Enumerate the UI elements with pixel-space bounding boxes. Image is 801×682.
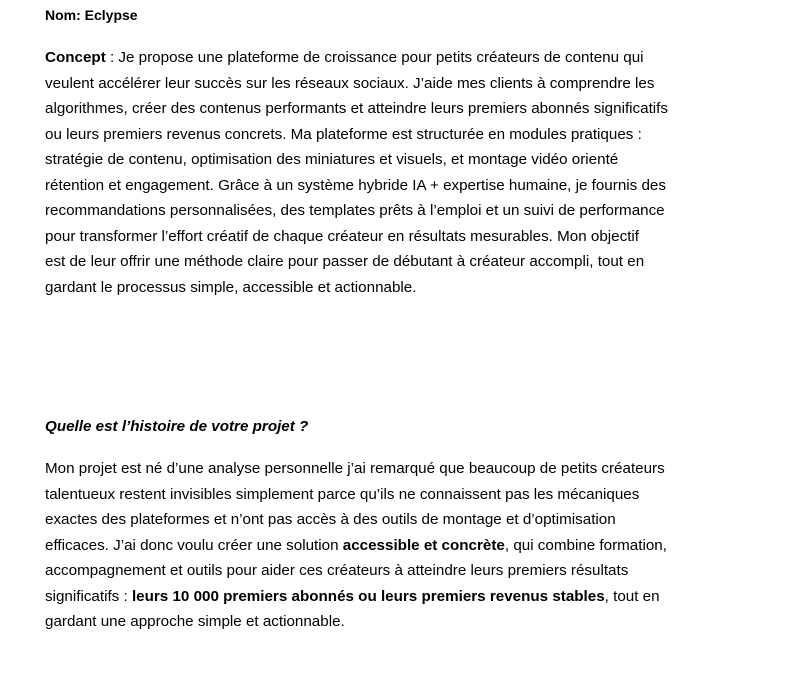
concept-line: pour transformer l’effort créatif de chaque créateur en résultats mesurables. Mon objectif [45, 227, 640, 245]
concept-text: : Je propose une plateforme de croissance pour petits créateurs de contenu qui [105, 49, 644, 66]
histoire-line: accompagnement et outils pour aider ces créateurs à atteindre leurs premiers résultats [45, 562, 629, 579]
concept-line [45, 45, 726, 71]
histoire-text: significatifs : [45, 587, 132, 605]
concept-label: Concept [45, 49, 106, 66]
concept-line: rétention et engagement. Grâce à un système hybride IA + expertise humaine, je fournis des [45, 176, 666, 194]
concept-line: ou leurs premiers revenus concrets. Ma plateforme est structurée en modules pratiques : [45, 125, 642, 143]
concept-paragraph [45, 45, 726, 300]
project-name: Nom: Eclypse [45, 7, 138, 23]
histoire-text: , tout en [604, 587, 660, 605]
histoire-text: efficaces. J’ai donc voulu créer une solution [45, 536, 343, 554]
histoire-emphasis: leurs 10 000 premiers abonnés ou leurs premiers revenus stables [131, 587, 605, 605]
histoire-line [45, 584, 726, 610]
histoire-text: , qui combine formation, [504, 536, 667, 554]
histoire-line: gardant une approche simple et actionnable. [45, 613, 345, 630]
histoire-paragraph [45, 456, 726, 635]
histoire-line: Mon projet est né d’une analyse personnelle j’ai remarqué que beaucoup de petits créateurs [45, 460, 665, 477]
concept-line: veulent accélérer leur succès sur les réseaux sociaux. J’aide mes clients à comprendre les [45, 74, 655, 92]
concept-line: est de leur offrir une méthode claire pour passer de débutant à créateur accompli, tout en [45, 253, 645, 270]
histoire-line [45, 533, 726, 559]
histoire-heading: Quelle est l’histoire de votre projet ? [45, 418, 309, 435]
histoire-line: talentueux restent invisibles simplement parce qu’ils ne connaissent pas les mécaniques [45, 485, 640, 503]
histoire-emphasis: accessible et concrète [342, 536, 505, 554]
concept-line: stratégie de contenu, optimisation des miniatures et visuels, et montage vidéo orienté [45, 151, 619, 168]
concept-line: gardant le processus simple, accessible et actionnable. [45, 278, 417, 296]
histoire-line: exactes des plateformes et n’ont pas accès à des outils de montage et d’optimisation [45, 511, 616, 528]
concept-line: recommandations personnalisées, des templates prêts à l’emploi et un suivi de performance [45, 202, 665, 219]
concept-line: algorithmes, créer des contenus performants et atteindre leurs premiers abonnés significatifs [45, 100, 668, 117]
